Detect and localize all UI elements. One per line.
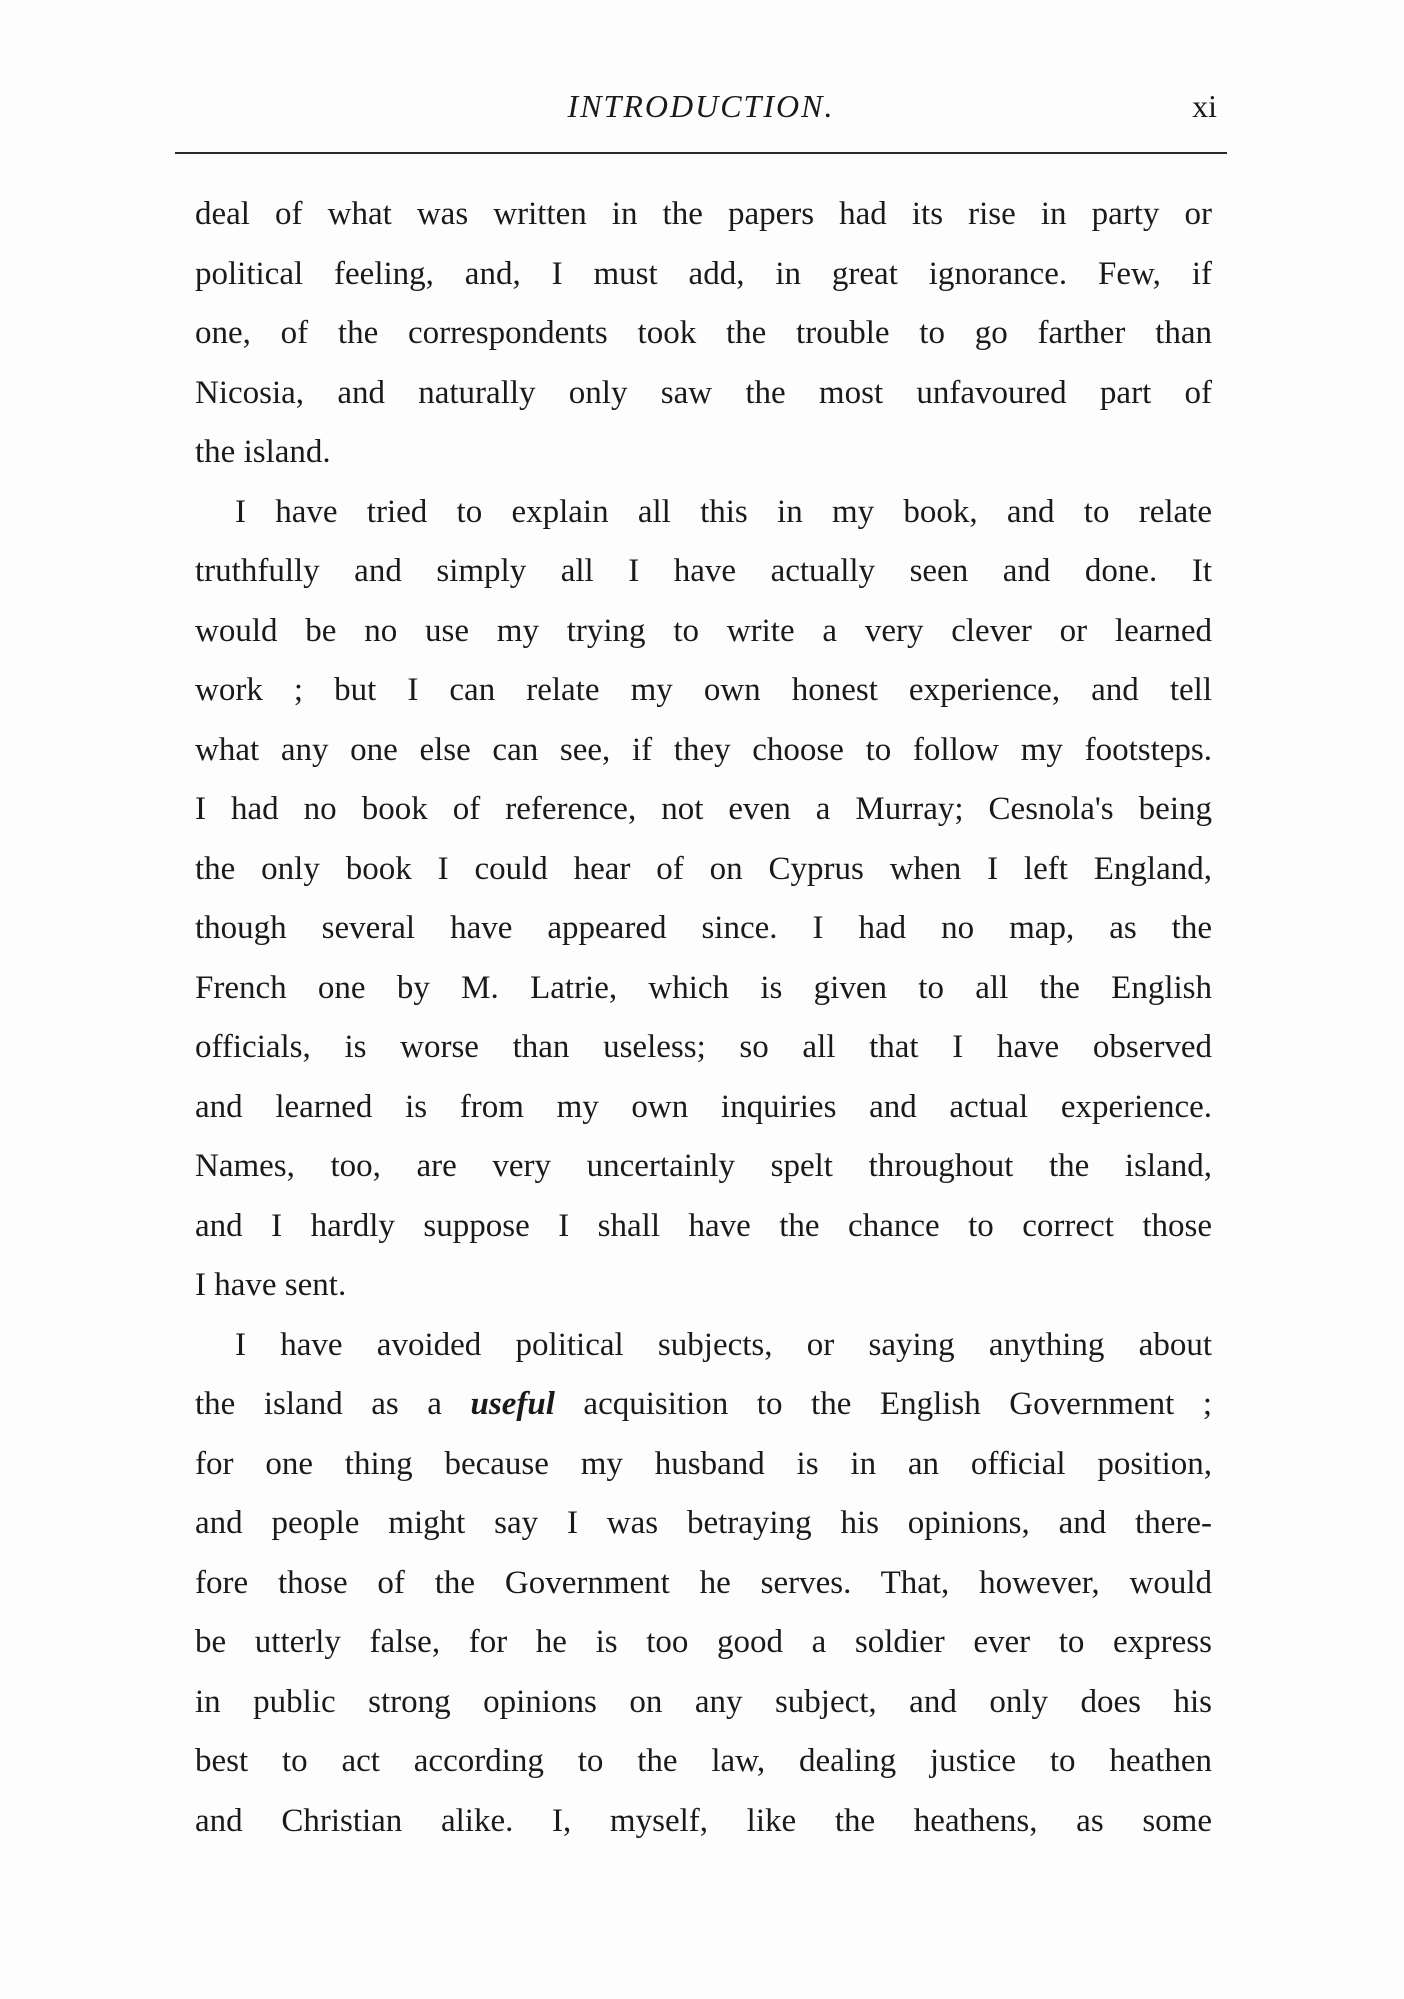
text-line: deal of what was written in the papers had its rise in party or	[195, 196, 1212, 232]
text-line-with-emphasis	[195, 1375, 1212, 1435]
text-line: political feeling, and, I must add, in great ignorance. Few, if	[195, 255, 1212, 292]
text-line: I have sent.	[195, 1267, 347, 1303]
text-line: in public strong opinions on any subject, and only does his	[195, 1683, 1212, 1720]
text-line: one, of the correspondents took the trouble to go farther than	[195, 315, 1212, 351]
text-line: the island.	[195, 434, 331, 470]
text-line: and learned is from my own inquiries and actual experience.	[195, 1088, 1212, 1125]
text-line: I had no book of reference, not even a Murray; Cesnola's being	[195, 791, 1212, 827]
text-line: French one by M. Latrie, which is given to all the English	[195, 969, 1212, 1006]
text-line: the only book I could hear of on Cyprus when I left England,	[195, 850, 1212, 887]
paragraph-2	[195, 483, 1212, 1316]
text-line: I have avoided political subjects, or saying anything about	[235, 1326, 1212, 1363]
header-rule	[175, 152, 1227, 154]
paragraph-3	[195, 1316, 1212, 1852]
text-line: and Christian alike. I, myself, like the heathens, as some	[195, 1802, 1212, 1839]
text-line: best to act according to the law, dealing justice to heathen	[195, 1743, 1212, 1779]
text-line: and I hardly suppose I shall have the chance to correct those	[195, 1207, 1212, 1244]
text-segment: the island as a	[195, 1386, 471, 1422]
text-line: for one thing because my husband is in an official position,	[195, 1445, 1212, 1482]
text-line: officials, is worse than useless; so all that I have observed	[195, 1029, 1212, 1065]
text-line: work ; but I can relate my own honest experience, and tell	[195, 672, 1212, 708]
text-line: be utterly false, for he is too good a soldier ever to express	[195, 1624, 1212, 1660]
emphasized-word: useful	[470, 1386, 555, 1422]
text-line: what any one else can see, if they choose to follow my footsteps.	[195, 731, 1212, 768]
running-head	[175, 88, 1227, 138]
text-line: though several have appeared since. I had no map, as the	[195, 910, 1212, 946]
paragraph-1	[195, 185, 1212, 483]
body-text	[195, 185, 1212, 1851]
text-line: and people might say I was betraying his opinions, and there-	[195, 1505, 1212, 1541]
text-line: truthfully and simply all I have actually seen and done. It	[195, 553, 1212, 589]
text-line: would be no use my trying to write a very clever or learned	[195, 612, 1212, 649]
text-line: fore those of the Government he serves. That, however, would	[195, 1564, 1212, 1601]
text-segment: acquisition to the English Government ;	[554, 1386, 1212, 1422]
running-title: INTRODUCTION.	[567, 88, 835, 124]
text-line: Names, too, are very uncertainly spelt throughout the island,	[195, 1148, 1212, 1184]
page-number: xi	[1192, 88, 1217, 124]
text-line: Nicosia, and naturally only saw the most unfavoured part of	[195, 374, 1212, 411]
text-line: I have tried to explain all this in my book, and to relate	[235, 493, 1212, 530]
